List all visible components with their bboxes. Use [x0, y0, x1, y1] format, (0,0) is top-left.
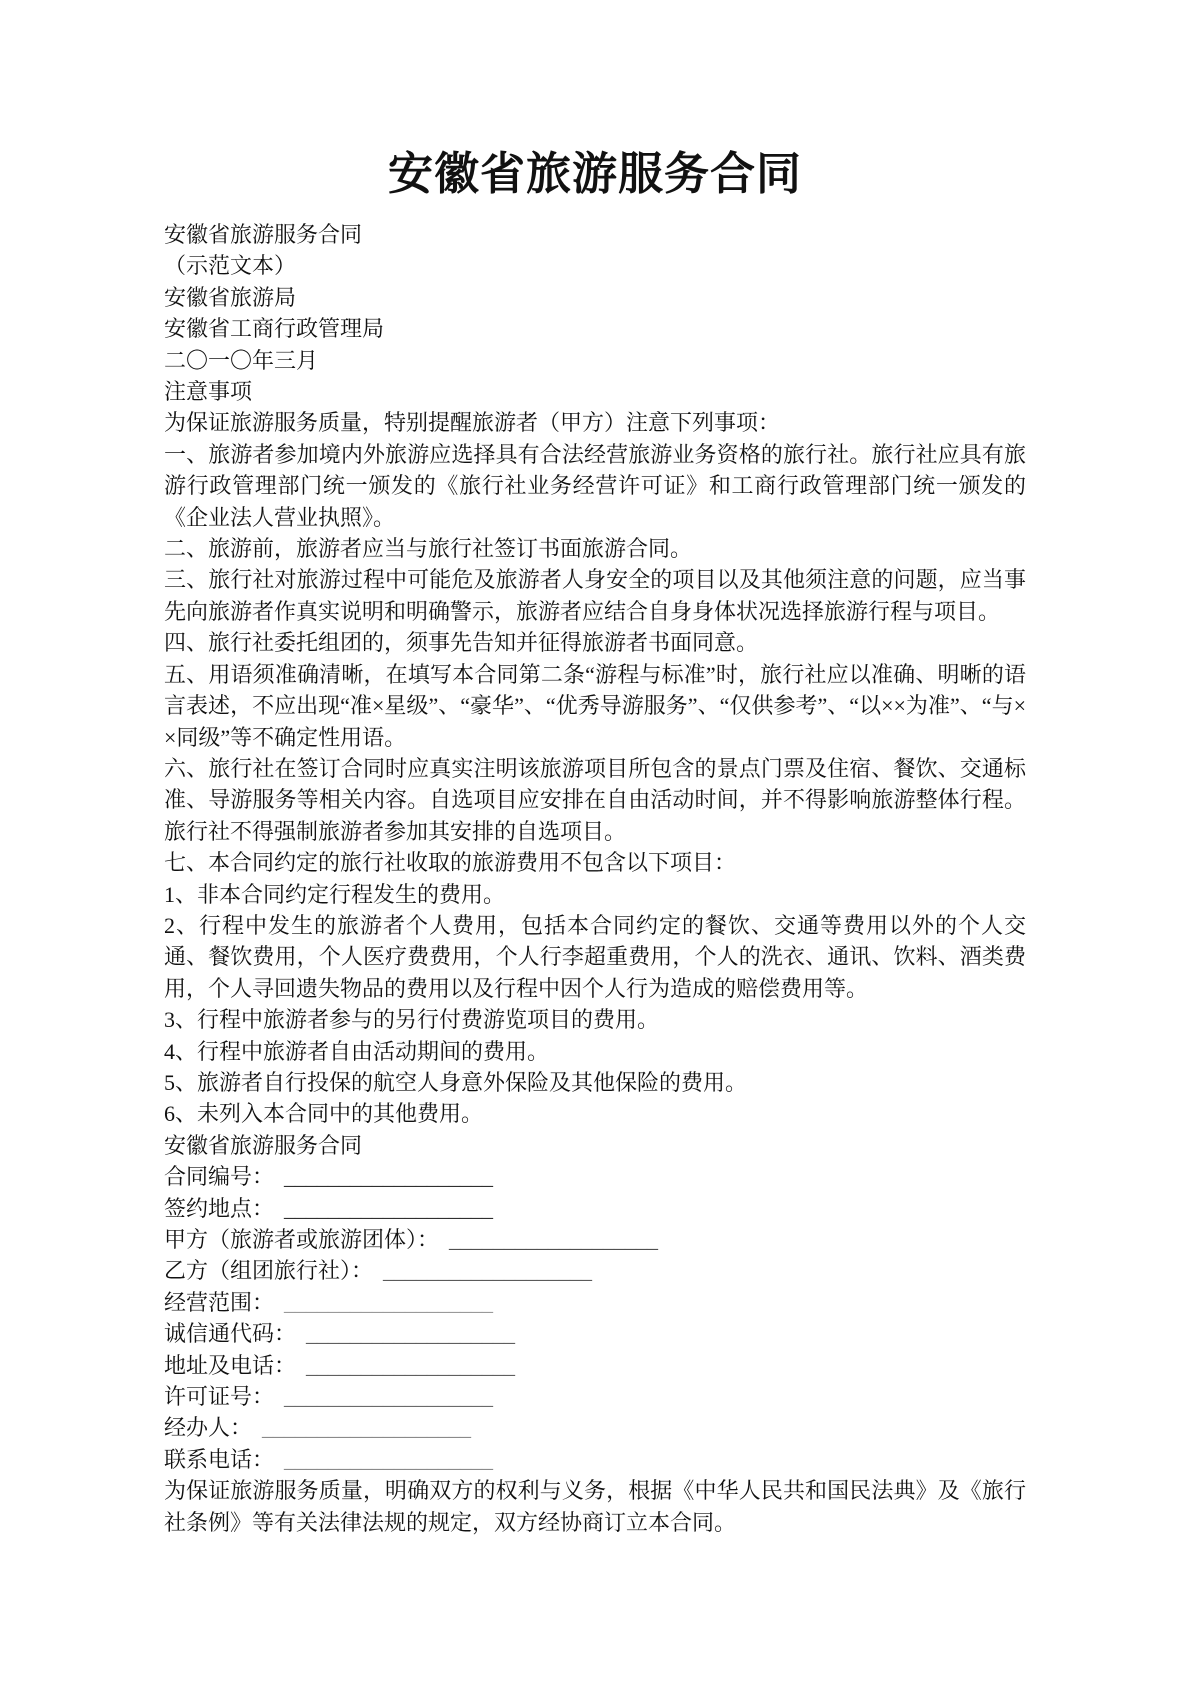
field-row-address-phone [164, 1350, 1026, 1381]
field-label-party-b: 乙方（组团旅行社）： [164, 1258, 374, 1284]
fee-item-4: 4、行程中旅游者自由活动期间的费用。 [164, 1038, 550, 1064]
fee-item-6: 6、未列入本合同中的其他费用。 [164, 1101, 484, 1127]
notice-item-7: 七、本合同约定的旅行社收取的旅游费用不包含以下项目： [164, 850, 737, 876]
notice-heading: 注意事项 [164, 379, 253, 405]
field-row-party-a [164, 1224, 1026, 1255]
document-title: 安徽省旅游服务合同 [387, 149, 802, 199]
field-blank-handler: ___________________ [262, 1415, 472, 1441]
field-label-license-number: 许可证号： [164, 1384, 275, 1410]
fee-item-2: 2、行程中发生的旅游者个人费用，包括本合同约定的餐饮、交通等费用以外的个人交通、餐饮费用，个人医疗费费用，个人行李超重费用，个人的洗衣、通讯、饮料、酒类费用，个人寻回遗失物品的费用以及行程中因个人行为造成的赔偿费用等。 [164, 912, 1026, 1001]
field-row-handler [164, 1412, 1026, 1443]
notice-item-5: 五、用语须准确清晰，在填写本合同第二条“游程与标准”时，旅行社应以准确、明晰的语言表述，不应出现“准×星级”、“豪华”、“优秀导游服务”、“仅供参考”、“以××为准”、“与××同级”等不确定性用语。 [164, 661, 1026, 750]
field-label-party-a: 甲方（旅游者或旅游团体）： [164, 1227, 440, 1252]
field-label-contact-phone: 联系电话： [164, 1446, 275, 1472]
field-label-signing-place: 签约地点： [164, 1195, 275, 1221]
notice-intro: 为保证旅游服务质量，特别提醒旅游者（甲方）注意下列事项： [164, 410, 781, 436]
field-label-handler: 经办人： [164, 1415, 253, 1441]
field-label-contract-number: 合同编号： [164, 1164, 275, 1190]
field-row-signing-place [164, 1193, 1026, 1224]
field-label-address-phone: 地址及电话： [164, 1352, 297, 1378]
field-row-contact-phone [164, 1444, 1026, 1475]
field-blank-party-b: ___________________ [383, 1258, 593, 1284]
field-blank-business-scope: ___________________ [284, 1289, 494, 1315]
header-line-tourism-bureau: 安徽省旅游局 [164, 284, 297, 310]
field-label-business-scope: 经营范围： [164, 1289, 275, 1315]
field-blank-party-a: ___________________ [449, 1227, 659, 1252]
notice-item-6: 六、旅行社在签订合同时应真实注明该旅游项目所包含的景点门票及住宿、餐饮、交通标准、导游服务等相关内容。自选项目应安排在自由活动时间，并不得影响旅游整体行程。旅行社不得强制旅游者参加其安排的自选项目。 [164, 755, 1026, 844]
notice-item-4: 四、旅行社委托组团的，须事先告知并征得旅游者书面同意。 [164, 630, 759, 656]
document-body [164, 219, 1026, 1538]
contract-subtitle: 安徽省旅游服务合同 [164, 1132, 363, 1158]
contract-closing: 为保证旅游服务质量，明确双方的权利与义务，根据《中华人民共和国民法典》及《旅行社条例》等有关法律法规的规定，双方经协商订立本合同。 [164, 1478, 1026, 1535]
field-blank-address-phone: ___________________ [306, 1352, 516, 1378]
fee-item-3: 3、行程中旅游者参与的另行付费游览项目的费用。 [164, 1007, 660, 1033]
document-content [164, 0, 1026, 1538]
field-blank-integrity-code: ___________________ [306, 1321, 516, 1347]
field-row-license-number [164, 1381, 1026, 1412]
field-row-business-scope [164, 1287, 1026, 1318]
field-row-party-b [164, 1255, 1026, 1286]
field-blank-contact-phone: ___________________ [284, 1446, 494, 1472]
notice-item-3: 三、旅行社对旅游过程中可能危及旅游者人身安全的项目以及其他须注意的问题，应当事先向旅游者作真实说明和明确警示，旅游者应结合自身身体状况选择旅游行程与项目。 [164, 567, 1026, 624]
field-blank-license-number: ___________________ [284, 1384, 494, 1410]
notice-item-1: 一、旅游者参加境内外旅游应选择具有合法经营旅游业务资格的旅行社。旅行社应具有旅游行政管理部门统一颁发的《旅行社业务经营许可证》和工商行政管理部门统一颁发的《企业法人营业执照》。 [164, 441, 1026, 530]
fee-item-5: 5、旅游者自行投保的航空人身意外保险及其他保险的费用。 [164, 1069, 748, 1095]
field-row-integrity-code [164, 1318, 1026, 1349]
header-line-date: 二〇一〇年三月 [164, 347, 319, 373]
field-blank-contract-number: ___________________ [284, 1164, 494, 1190]
fee-item-1: 1、非本合同约定行程发生的费用。 [164, 881, 506, 907]
field-blank-signing-place: ___________________ [284, 1195, 494, 1221]
field-row-contract-number [164, 1161, 1026, 1192]
header-line-model-text: （示范文本） [164, 253, 297, 279]
header-line-aic-bureau: 安徽省工商行政管理局 [164, 316, 385, 342]
field-label-integrity-code: 诚信通代码： [164, 1321, 297, 1347]
header-line-contract-name: 安徽省旅游服务合同 [164, 222, 363, 247]
notice-item-2: 二、旅游前，旅游者应当与旅行社签订书面旅游合同。 [164, 536, 693, 562]
